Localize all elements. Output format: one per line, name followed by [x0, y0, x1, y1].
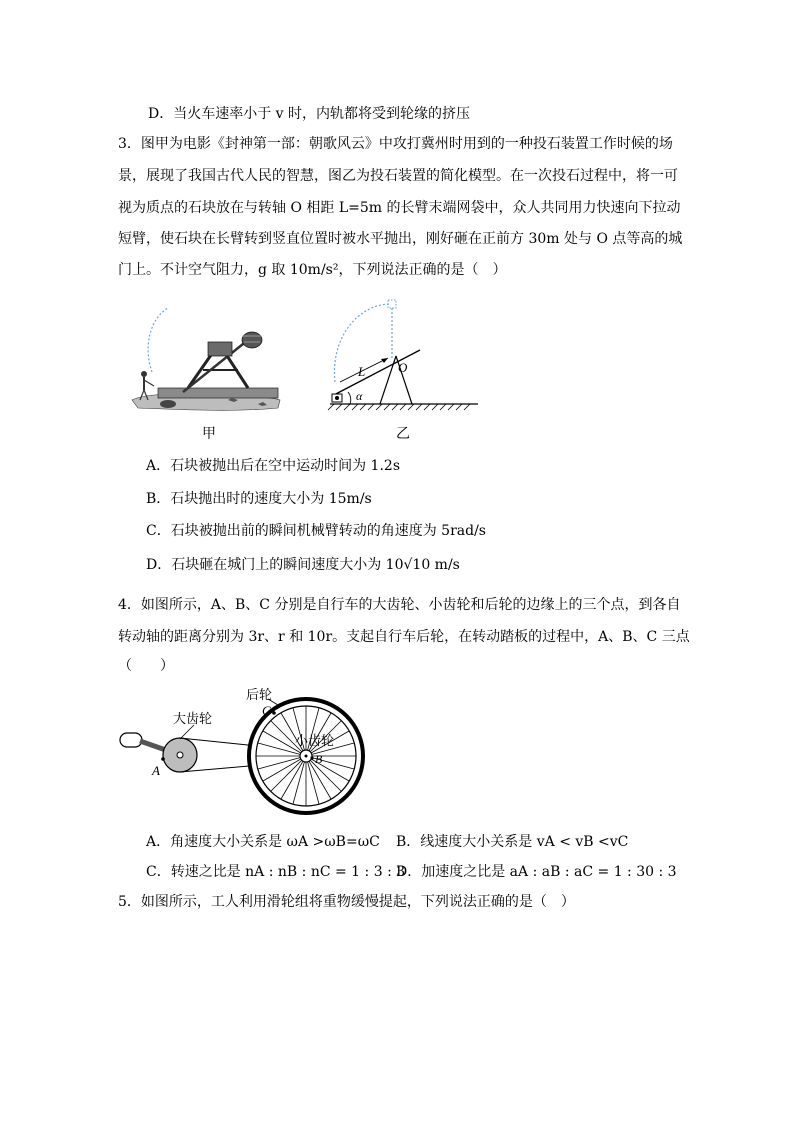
q3-stem-line-3: 视为质点的石块放在与转轴 O 相距 L=5m 的长臂末端网袋中，众人共同用力快速向下拉动: [118, 200, 681, 216]
label-L: L: [358, 364, 366, 379]
q4-option-d: D．加速度之比是 aA : aB : aC = 1 : 30 : 3: [396, 864, 677, 880]
q3-stem-line-4: 短臂，使石块在长臂转到竖直位置时被水平抛出，刚好砸在正前方 30m 处与 O 点等高的城: [118, 231, 683, 247]
q4-stem-line-2: 转动轴的距离分别为 3r、r 和 10r。支起自行车后轮，在转动踏板的过程中，A、B、C 三点: [118, 629, 690, 645]
catapult-illustration: [128, 300, 288, 420]
q4-option-b: B．线速度大小关系是 vA < vB <vC: [396, 834, 629, 850]
q5-stem-line-1: 5．如图所示，工人利用滑轮组将重物缓慢提起，下列说法正确的是（ ）: [118, 894, 575, 910]
label-point-c: C: [262, 703, 271, 718]
label-O: O: [398, 360, 408, 375]
label-alpha: α: [356, 389, 363, 403]
label-big-gear: 大齿轮: [173, 712, 213, 727]
label-small-gear: 小齿轮: [295, 734, 335, 749]
catapult-model-diagram: [320, 296, 480, 416]
q3-stem-line-1: 3．图甲为电影《封神第一部：朝歌风云》中攻打冀州时用到的一种投石装置工作时候的场: [118, 136, 673, 152]
q3-stem-line-2: 景，展现了我国古代人民的智慧，图乙为投石装置的简化模型。在一次投石过程中，将一可: [118, 168, 678, 184]
q4-option-a: A．角速度大小关系是 ωA >ωB=ωC: [146, 834, 380, 850]
q3-option-d: D．石块砸在城门上的瞬间速度大小为 10√10 m/s: [146, 557, 460, 573]
q3-option-b: B．石块抛出时的速度大小为 15m/s: [146, 491, 372, 507]
q3-option-a: A．石块被抛出后在空中运动时间为 1.2s: [146, 458, 401, 474]
q4-option-c: C．转速之比是 nA : nB : nC = 1 : 3 : 3: [146, 864, 406, 880]
prev-option-d: D．当火车速率小于 v 时，内轨都将受到轮缘的挤压: [148, 106, 471, 122]
label-rear-wheel: 后轮: [246, 688, 273, 703]
q4-stem-line-1: 4．如图所示，A、B、C 分别是自行车的大齿轮、小齿轮和后轮的边缘上的三个点，到各自: [118, 597, 681, 613]
q4-stem-line-3: （ ）: [118, 658, 174, 674]
q3-stem-line-5: 门上。不计空气阻力，g 取 10m/s²，下列说法正确的是（ ）: [118, 262, 507, 278]
bicycle-gear-diagram: [118, 685, 378, 825]
label-point-a: A: [152, 763, 160, 778]
label-point-b: B: [315, 752, 323, 766]
q3-option-c: C．石块被抛出前的瞬间机械臂转动的角速度为 5rad/s: [146, 523, 486, 539]
fig-jia-caption: 甲: [202, 426, 216, 442]
fig-yi-caption: 乙: [396, 426, 410, 442]
